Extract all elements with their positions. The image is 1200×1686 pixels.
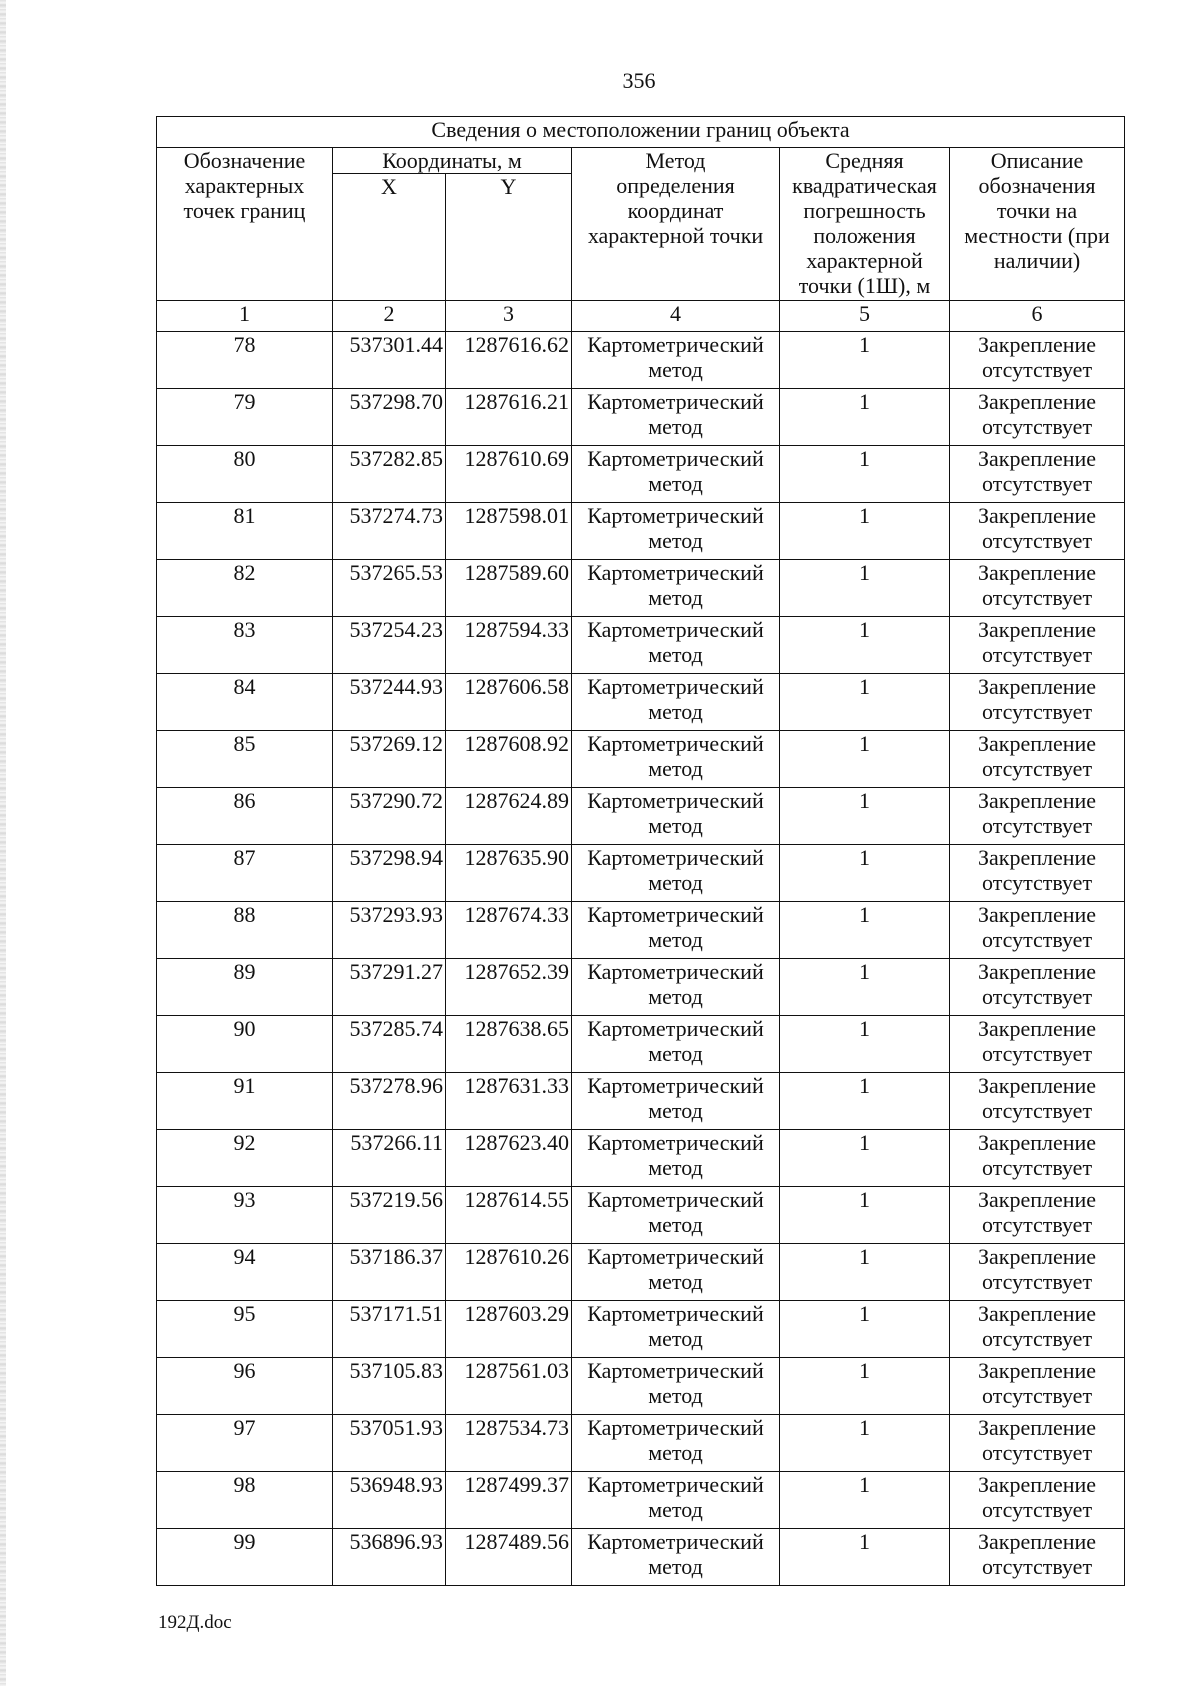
table-row [157,959,1125,1016]
cell-y-coordinate: 1287603.29 [446,1301,572,1358]
cell-x-coordinate: 537254.23 [333,617,446,674]
table-row [157,389,1125,446]
cell-error: 1 [780,1016,950,1073]
table-row [157,1358,1125,1415]
column-number: 6 [950,301,1125,332]
cell-x-coordinate: 537266.11 [333,1130,446,1187]
cell-point-number: 91 [157,1073,333,1130]
cell-x-coordinate: 537278.96 [333,1073,446,1130]
table-row [157,788,1125,845]
cell-y-coordinate: 1287638.65 [446,1016,572,1073]
cell-error: 1 [780,1415,950,1472]
cell-x-coordinate: 537282.85 [333,446,446,503]
cell-method: Картометрический метод [572,788,780,845]
cell-point-number: 95 [157,1301,333,1358]
cell-method: Картометрический метод [572,1358,780,1415]
table-row [157,1187,1125,1244]
cell-error: 1 [780,1073,950,1130]
cell-method: Картометрический метод [572,1529,780,1586]
cell-error: 1 [780,389,950,446]
column-numbers-row [157,301,1125,332]
cell-error: 1 [780,731,950,788]
table-row [157,1244,1125,1301]
table-row [157,845,1125,902]
cell-x-coordinate: 537051.93 [333,1415,446,1472]
column-number: 3 [446,301,572,332]
cell-y-coordinate: 1287652.39 [446,959,572,1016]
cell-error: 1 [780,1301,950,1358]
cell-error: 1 [780,674,950,731]
cell-y-coordinate: 1287614.55 [446,1187,572,1244]
cell-point-number: 80 [157,446,333,503]
cell-error: 1 [780,1130,950,1187]
cell-x-coordinate: 537105.83 [333,1358,446,1415]
cell-y-coordinate: 1287534.73 [446,1415,572,1472]
cell-method: Картометрический метод [572,389,780,446]
cell-y-coordinate: 1287610.26 [446,1244,572,1301]
cell-method: Картометрический метод [572,1073,780,1130]
header-y: Y [446,174,572,301]
cell-point-number: 96 [157,1358,333,1415]
cell-x-coordinate: 537274.73 [333,503,446,560]
cell-point-number: 94 [157,1244,333,1301]
cell-description: Закрепление отсутствует [950,788,1125,845]
cell-x-coordinate: 536896.93 [333,1529,446,1586]
cell-description: Закрепление отсутствует [950,560,1125,617]
cell-x-coordinate: 536948.93 [333,1472,446,1529]
cell-description: Закрепление отсутствует [950,1073,1125,1130]
boundary-coordinates-table [156,116,1125,1586]
cell-y-coordinate: 1287606.58 [446,674,572,731]
table-body [157,332,1125,1586]
cell-error: 1 [780,845,950,902]
table-row [157,1016,1125,1073]
cell-method: Картометрический метод [572,1016,780,1073]
header-point-designation: Обозначение характерных точек границ [157,148,333,301]
cell-point-number: 78 [157,332,333,389]
cell-y-coordinate: 1287489.56 [446,1529,572,1586]
cell-point-number: 86 [157,788,333,845]
table-row [157,560,1125,617]
cell-error: 1 [780,902,950,959]
cell-x-coordinate: 537298.70 [333,389,446,446]
cell-y-coordinate: 1287499.37 [446,1472,572,1529]
cell-point-number: 79 [157,389,333,446]
column-number: 4 [572,301,780,332]
header-mean-square-error: Средняя квадратическая погрешность положения характерной точки (1Ш), м [780,148,950,301]
cell-method: Картометрический метод [572,902,780,959]
cell-description: Закрепление отсутствует [950,1301,1125,1358]
table-row [157,731,1125,788]
cell-point-number: 83 [157,617,333,674]
cell-y-coordinate: 1287598.01 [446,503,572,560]
cell-method: Картометрический метод [572,959,780,1016]
cell-y-coordinate: 1287674.33 [446,902,572,959]
cell-description: Закрепление отсутствует [950,617,1125,674]
cell-description: Закрепление отсутствует [950,845,1125,902]
table-row [157,1130,1125,1187]
header-x: X [333,174,446,301]
cell-x-coordinate: 537298.94 [333,845,446,902]
column-number: 1 [157,301,333,332]
cell-x-coordinate: 537269.12 [333,731,446,788]
column-number: 2 [333,301,446,332]
cell-point-number: 84 [157,674,333,731]
scan-edge [0,0,6,1686]
cell-x-coordinate: 537293.93 [333,902,446,959]
cell-method: Картометрический метод [572,1415,780,1472]
cell-method: Картометрический метод [572,1130,780,1187]
cell-method: Картометрический метод [572,845,780,902]
cell-error: 1 [780,1472,950,1529]
cell-method: Картометрический метод [572,1472,780,1529]
table-row [157,617,1125,674]
cell-point-number: 98 [157,1472,333,1529]
cell-method: Картометрический метод [572,503,780,560]
cell-point-number: 92 [157,1130,333,1187]
cell-error: 1 [780,959,950,1016]
cell-error: 1 [780,560,950,617]
cell-method: Картометрический метод [572,332,780,389]
cell-point-number: 81 [157,503,333,560]
cell-y-coordinate: 1287616.21 [446,389,572,446]
cell-point-number: 89 [157,959,333,1016]
cell-description: Закрепление отсутствует [950,1016,1125,1073]
cell-x-coordinate: 537244.93 [333,674,446,731]
page-number: 356 [622,68,656,93]
cell-point-number: 85 [157,731,333,788]
cell-method: Картометрический метод [572,1244,780,1301]
cell-error: 1 [780,1358,950,1415]
cell-method: Картометрический метод [572,1301,780,1358]
cell-x-coordinate: 537285.74 [333,1016,446,1073]
cell-error: 1 [780,1529,950,1586]
cell-method: Картометрический метод [572,560,780,617]
cell-point-number: 99 [157,1529,333,1586]
footer-filename: 192Д.doc [158,1612,232,1633]
cell-x-coordinate: 537301.44 [333,332,446,389]
header-coordinates: Координаты, м [333,148,572,174]
header-point-description: Описание обозначения точки на местности (при наличии) [950,148,1125,301]
table-row [157,446,1125,503]
cell-method: Картометрический метод [572,731,780,788]
cell-y-coordinate: 1287594.33 [446,617,572,674]
cell-description: Закрепление отсутствует [950,1529,1125,1586]
cell-error: 1 [780,332,950,389]
cell-description: Закрепление отсутствует [950,731,1125,788]
table-row [157,674,1125,731]
cell-description: Закрепление отсутствует [950,1130,1125,1187]
cell-y-coordinate: 1287616.62 [446,332,572,389]
cell-y-coordinate: 1287624.89 [446,788,572,845]
cell-description: Закрепление отсутствует [950,332,1125,389]
cell-y-coordinate: 1287623.40 [446,1130,572,1187]
cell-description: Закрепление отсутствует [950,902,1125,959]
cell-description: Закрепление отсутствует [950,1187,1125,1244]
cell-description: Закрепление отсутствует [950,1415,1125,1472]
cell-description: Закрепление отсутствует [950,1244,1125,1301]
table-row [157,902,1125,959]
table-row [157,1472,1125,1529]
cell-error: 1 [780,1244,950,1301]
cell-description: Закрепление отсутствует [950,446,1125,503]
cell-error: 1 [780,446,950,503]
cell-x-coordinate: 537291.27 [333,959,446,1016]
cell-y-coordinate: 1287589.60 [446,560,572,617]
cell-description: Закрепление отсутствует [950,1472,1125,1529]
cell-y-coordinate: 1287635.90 [446,845,572,902]
cell-description: Закрепление отсутствует [950,1358,1125,1415]
table-title: Сведения о местоположении границ объекта [157,117,1125,148]
cell-method: Картометрический метод [572,1187,780,1244]
cell-method: Картометрический метод [572,446,780,503]
cell-method: Картометрический метод [572,674,780,731]
cell-description: Закрепление отсутствует [950,503,1125,560]
cell-error: 1 [780,503,950,560]
cell-y-coordinate: 1287608.92 [446,731,572,788]
cell-x-coordinate: 537219.56 [333,1187,446,1244]
cell-y-coordinate: 1287610.69 [446,446,572,503]
cell-x-coordinate: 537265.53 [333,560,446,617]
cell-point-number: 87 [157,845,333,902]
cell-method: Картометрический метод [572,617,780,674]
cell-description: Закрепление отсутствует [950,674,1125,731]
cell-point-number: 93 [157,1187,333,1244]
cell-y-coordinate: 1287561.03 [446,1358,572,1415]
cell-x-coordinate: 537290.72 [333,788,446,845]
cell-error: 1 [780,617,950,674]
cell-y-coordinate: 1287631.33 [446,1073,572,1130]
cell-description: Закрепление отсутствует [950,389,1125,446]
table-row [157,1301,1125,1358]
table-row [157,1415,1125,1472]
table-row [157,503,1125,560]
table-row [157,332,1125,389]
cell-x-coordinate: 537171.51 [333,1301,446,1358]
cell-point-number: 88 [157,902,333,959]
table-row [157,1073,1125,1130]
table-row [157,1529,1125,1586]
cell-x-coordinate: 537186.37 [333,1244,446,1301]
cell-point-number: 97 [157,1415,333,1472]
cell-description: Закрепление отсутствует [950,959,1125,1016]
cell-error: 1 [780,788,950,845]
cell-point-number: 82 [157,560,333,617]
cell-point-number: 90 [157,1016,333,1073]
header-method: Метод определения координат характерной точки [572,148,780,301]
column-number: 5 [780,301,950,332]
cell-error: 1 [780,1187,950,1244]
